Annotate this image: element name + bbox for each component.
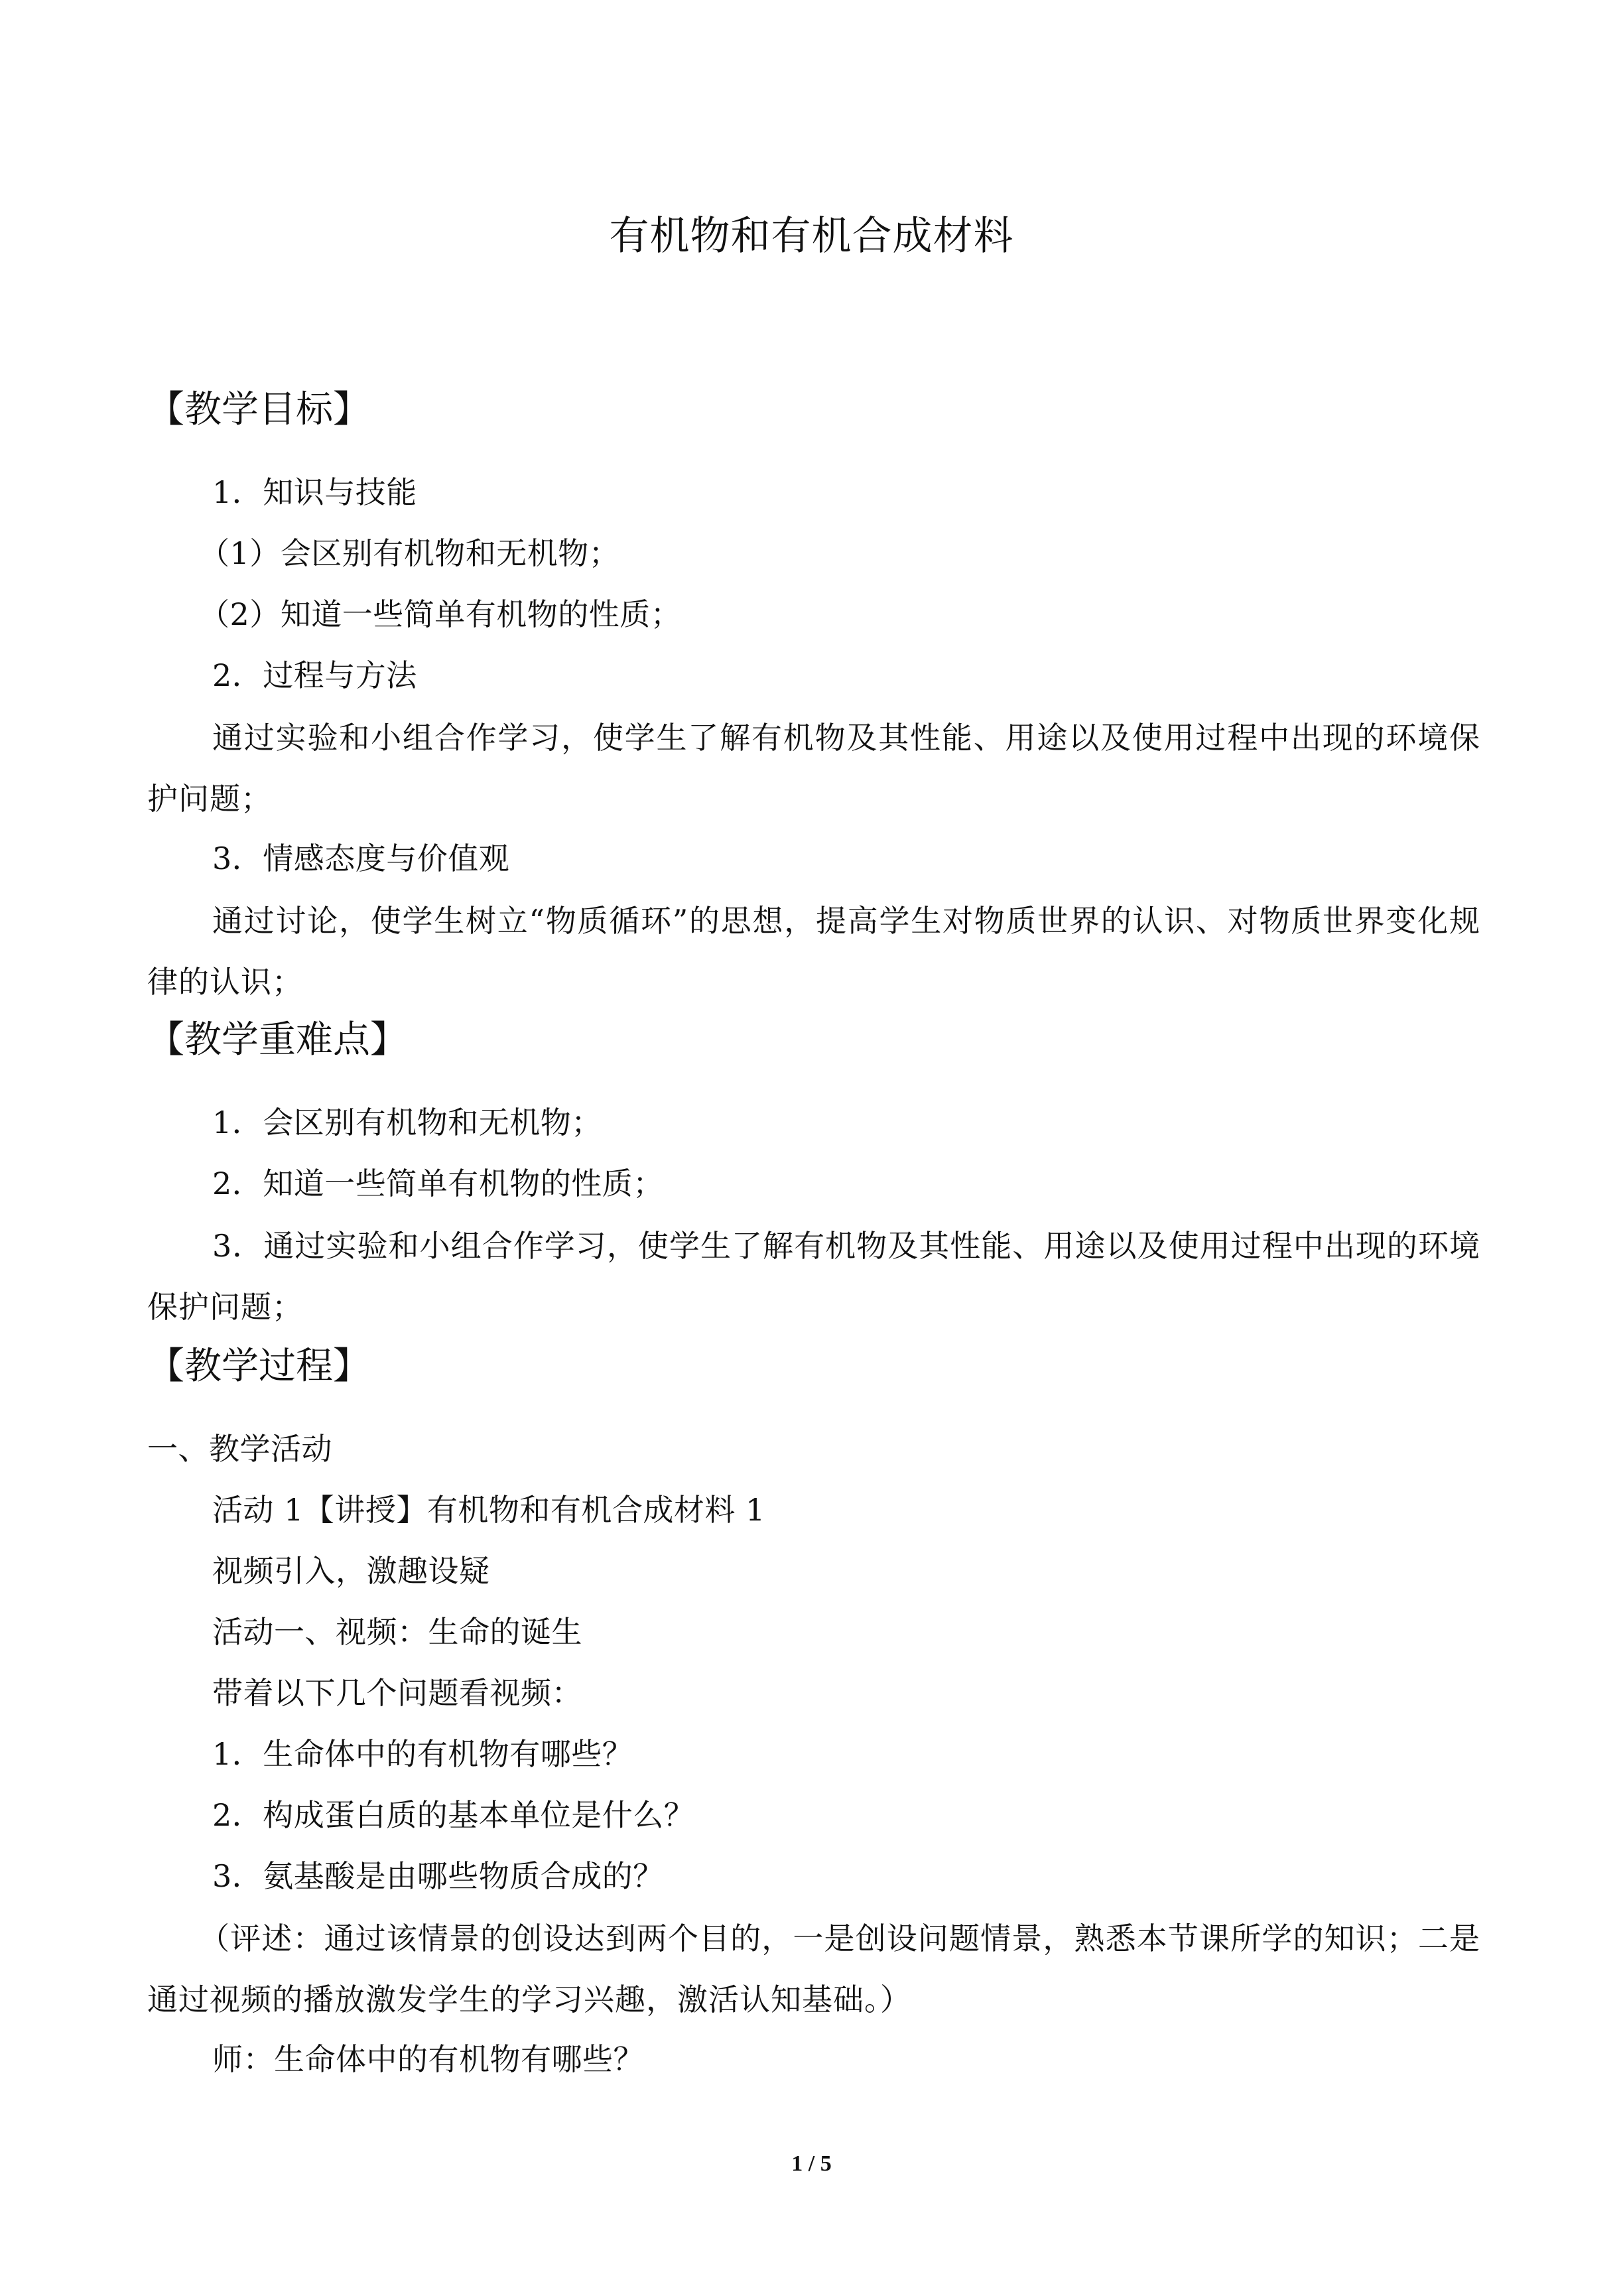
objective-item-1: 1．知识与技能	[212, 474, 417, 510]
process-comment: （评述：通过该情景的创设达到两个目的，一是创设问题情景，熟悉本节课所学的知识；二是通过视频的播放激发学生的学习兴趣，激活认知基础。）	[147, 1921, 1480, 2017]
process-intro: 视频引入，激趣设疑	[212, 1553, 490, 1589]
section-heading-key-points: 【教学重难点】	[147, 1018, 407, 1061]
objective-item-1-sub-2: （2）知道一些简单有机物的性质；	[199, 596, 682, 632]
document-title: 有机物和有机合成材料	[609, 213, 1014, 259]
key-point-2: 2．知道一些简单有机物的性质；	[212, 1166, 664, 1201]
section-heading-objectives: 【教学目标】	[147, 388, 370, 431]
objective-item-3-text: 通过讨论，使学生树立“物质循环”的思想，提高学生对物质世界的认识、对物质世界变化规律的认识；	[147, 903, 1480, 1000]
key-point-3: 3．通过实验和小组合作学习，使学生了解有机物及其性能、用途以及使用过程中出现的环境保护问题；	[147, 1228, 1480, 1325]
process-activity-1: 活动 1【讲授】有机物和有机合成材料 1	[212, 1492, 765, 1528]
process-question-2: 2．构成蛋白质的基本单位是什么？	[212, 1797, 695, 1833]
process-question-1: 1．生命体中的有机物有哪些？	[212, 1736, 633, 1772]
process-part-1: 一、教学活动	[147, 1431, 332, 1467]
objective-item-2-text: 通过实验和小组合作学习，使学生了解有机物及其性能、用途以及使用过程中出现的环境保护问题；	[147, 720, 1480, 817]
process-question-3: 3．氨基酸是由哪些物质合成的？	[212, 1858, 664, 1894]
key-point-1: 1．会区别有机物和无机物；	[212, 1105, 602, 1140]
process-questions-intro: 带着以下几个问题看视频：	[212, 1675, 582, 1711]
section-heading-process: 【教学过程】	[147, 1345, 370, 1388]
page-number: 1 / 5	[791, 2151, 832, 2176]
process-teacher-question: 师：生命体中的有机物有哪些？	[212, 2041, 644, 2077]
objective-item-2: 2．过程与方法	[212, 657, 417, 693]
process-activity-video: 活动一、视频：生命的诞生	[212, 1614, 582, 1650]
objective-item-3: 3．情感态度与价值观	[212, 841, 510, 876]
objective-item-1-sub-1: （1）会区别有机物和无机物；	[199, 535, 620, 571]
